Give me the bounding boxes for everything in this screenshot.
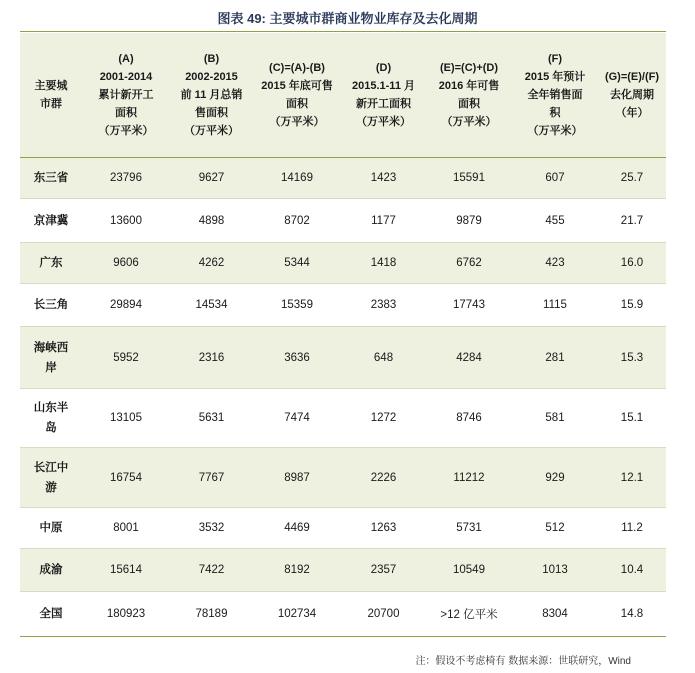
column-header-line: 2015.1-11 月: [352, 80, 415, 92]
value-cell: 8987: [253, 448, 341, 508]
region-name-cell: [20, 508, 82, 549]
column-header-line: (C)=(A)-(B): [269, 62, 325, 74]
region-name-line: 游: [45, 481, 57, 494]
column-header-line: 2016 年可售: [438, 80, 500, 92]
value-cell: 5631: [170, 389, 253, 448]
value-cell: 3532: [170, 508, 253, 549]
value-cell: 4469: [253, 508, 341, 549]
table-row: [20, 508, 666, 549]
value-cell: 281: [512, 327, 598, 389]
value-cell: 4262: [170, 243, 253, 284]
column-header: [82, 33, 170, 158]
value-cell: 9627: [170, 158, 253, 199]
value-cell: 15614: [82, 549, 170, 592]
value-cell: 8702: [253, 199, 341, 243]
column-header-line: 新开工面积: [356, 98, 411, 110]
inventory-table: [20, 33, 666, 637]
value-cell: 5731: [426, 508, 512, 549]
value-cell: 581: [512, 389, 598, 448]
table-row: [20, 284, 666, 327]
column-header-line: 面积: [115, 107, 137, 119]
value-cell: 11.2: [598, 508, 666, 549]
figure-title: 图表 49: 主要城市群商业物业库存及去化周期: [217, 11, 478, 26]
value-cell: 8746: [426, 389, 512, 448]
value-cell: 7422: [170, 549, 253, 592]
column-header-line: (A): [118, 53, 134, 65]
column-header-line: 前 11 月总销: [180, 89, 243, 101]
value-cell: 17743: [426, 284, 512, 327]
value-cell: 2357: [341, 549, 426, 592]
value-cell: 29894: [82, 284, 170, 327]
region-name-line: 全国: [39, 608, 63, 620]
value-cell: 13600: [82, 199, 170, 243]
region-name-cell: [20, 243, 82, 284]
table-row: [20, 592, 666, 637]
region-name-line: 成渝: [39, 564, 63, 576]
value-cell: 12.1: [598, 448, 666, 508]
column-header-line: 去化周期: [610, 89, 654, 101]
table-body: [20, 158, 666, 637]
column-header-line: 全年销售面: [527, 89, 583, 101]
column-header-line: （万平米）: [98, 125, 154, 137]
value-cell: 9606: [82, 243, 170, 284]
column-header-line: (E)=(C)+(D): [439, 62, 499, 74]
value-cell: 648: [341, 327, 426, 389]
column-header-line: （万平米）: [441, 116, 497, 128]
value-cell: 1423: [341, 158, 426, 199]
value-cell: 1418: [341, 243, 426, 284]
column-header: [598, 33, 666, 158]
value-cell: 23796: [82, 158, 170, 199]
column-header: [253, 33, 341, 158]
value-cell: 7474: [253, 389, 341, 448]
column-header-line: 2002-2015: [185, 71, 238, 83]
value-cell: 607: [512, 158, 598, 199]
value-cell: 423: [512, 243, 598, 284]
region-name-line: 山东半: [33, 402, 69, 414]
value-cell: 11212: [426, 448, 512, 508]
region-name-cell: [20, 448, 82, 508]
table-row: [20, 199, 666, 243]
column-header-line: 累计新开工: [98, 89, 154, 101]
region-name-line: 长三角: [33, 299, 69, 311]
value-cell: 78189: [170, 592, 253, 637]
value-cell: 15359: [253, 284, 341, 327]
column-header-line: 积: [549, 107, 561, 119]
region-name-cell: [20, 199, 82, 243]
column-header-line: （万平米）: [184, 125, 239, 137]
column-header: [20, 33, 82, 158]
value-cell: 1177: [341, 199, 426, 243]
column-header-line: （年）: [615, 107, 649, 119]
value-cell: 14169: [253, 158, 341, 199]
table-row: [20, 448, 666, 508]
column-header-line: 市群: [40, 98, 62, 110]
region-name-line: 岛: [45, 422, 57, 434]
value-cell: 6762: [426, 243, 512, 284]
value-cell: 102734: [253, 592, 341, 637]
region-name-line: 东三省: [33, 172, 69, 184]
value-cell: 1272: [341, 389, 426, 448]
column-header-line: 2015 年预计: [524, 71, 586, 83]
value-cell: 7767: [170, 448, 253, 508]
value-cell: 15.9: [598, 284, 666, 327]
column-header-line: (D): [375, 62, 392, 74]
table-row: [20, 327, 666, 389]
region-name-line: 海峡西: [33, 341, 69, 354]
region-name-line: 中原: [39, 522, 63, 534]
value-cell: 8192: [253, 549, 341, 592]
value-cell: 1115: [512, 284, 598, 327]
region-name-cell: [20, 327, 82, 389]
value-cell: 4898: [170, 199, 253, 243]
table-row: [20, 389, 666, 448]
column-header-line: （万平米）: [356, 116, 411, 128]
source-note: 注：假设不考虑椅有 数据来源：世联研究，Wind: [415, 656, 631, 667]
region-name-cell: [20, 284, 82, 327]
column-header: [426, 33, 512, 158]
title-divider: [20, 31, 666, 32]
value-cell: 15.1: [598, 389, 666, 448]
value-cell: 13105: [82, 389, 170, 448]
table-header-row: [20, 33, 666, 158]
region-name-line: 广东: [39, 257, 63, 269]
value-cell: 25.7: [598, 158, 666, 199]
column-header-line: (G)=(E)/(F): [604, 71, 660, 83]
region-name-cell: [20, 592, 82, 637]
value-cell: 15.3: [598, 327, 666, 389]
value-cell: 180923: [82, 592, 170, 637]
table-row: [20, 243, 666, 284]
column-header-line: (B): [203, 53, 220, 65]
value-cell: 8304: [512, 592, 598, 637]
value-cell: 929: [512, 448, 598, 508]
region-name-cell: [20, 549, 82, 592]
value-cell: 1263: [341, 508, 426, 549]
value-cell: 5344: [253, 243, 341, 284]
table-row: [20, 549, 666, 592]
column-header: [341, 33, 426, 158]
value-cell: 20700: [341, 592, 426, 637]
column-header-line: 面积: [458, 98, 480, 110]
column-header: [512, 33, 598, 158]
column-header-line: （万平米）: [269, 116, 325, 128]
column-header-line: 2001-2014: [99, 71, 153, 83]
value-cell: >12 亿平米: [426, 592, 512, 637]
value-cell: 3636: [253, 327, 341, 389]
value-cell: 455: [512, 199, 598, 243]
value-cell: 4284: [426, 327, 512, 389]
column-header-line: (F): [547, 53, 563, 65]
value-cell: 2383: [341, 284, 426, 327]
value-cell: 16.0: [598, 243, 666, 284]
column-header: [170, 33, 253, 158]
value-cell: 10.4: [598, 549, 666, 592]
value-cell: 2226: [341, 448, 426, 508]
value-cell: 1013: [512, 549, 598, 592]
column-header-line: （万平米）: [527, 125, 583, 137]
value-cell: 14534: [170, 284, 253, 327]
value-cell: 15591: [426, 158, 512, 199]
column-header-line: 售面积: [195, 107, 228, 119]
region-name-cell: [20, 158, 82, 199]
column-header-line: 2015 年底可售: [261, 80, 333, 92]
value-cell: 16754: [82, 448, 170, 508]
value-cell: 512: [512, 508, 598, 549]
region-name-line: 京津冀: [33, 214, 69, 227]
value-cell: 2316: [170, 327, 253, 389]
region-name-cell: [20, 389, 82, 448]
value-cell: 14.8: [598, 592, 666, 637]
region-name-line: 岸: [45, 361, 57, 374]
value-cell: 8001: [82, 508, 170, 549]
value-cell: 10549: [426, 549, 512, 592]
value-cell: 9879: [426, 199, 512, 243]
column-header-line: 主要城: [34, 80, 68, 92]
value-cell: 5952: [82, 327, 170, 389]
column-header-line: 面积: [286, 98, 308, 110]
value-cell: 21.7: [598, 199, 666, 243]
table-row: [20, 158, 666, 199]
region-name-line: 长江中: [33, 461, 69, 474]
